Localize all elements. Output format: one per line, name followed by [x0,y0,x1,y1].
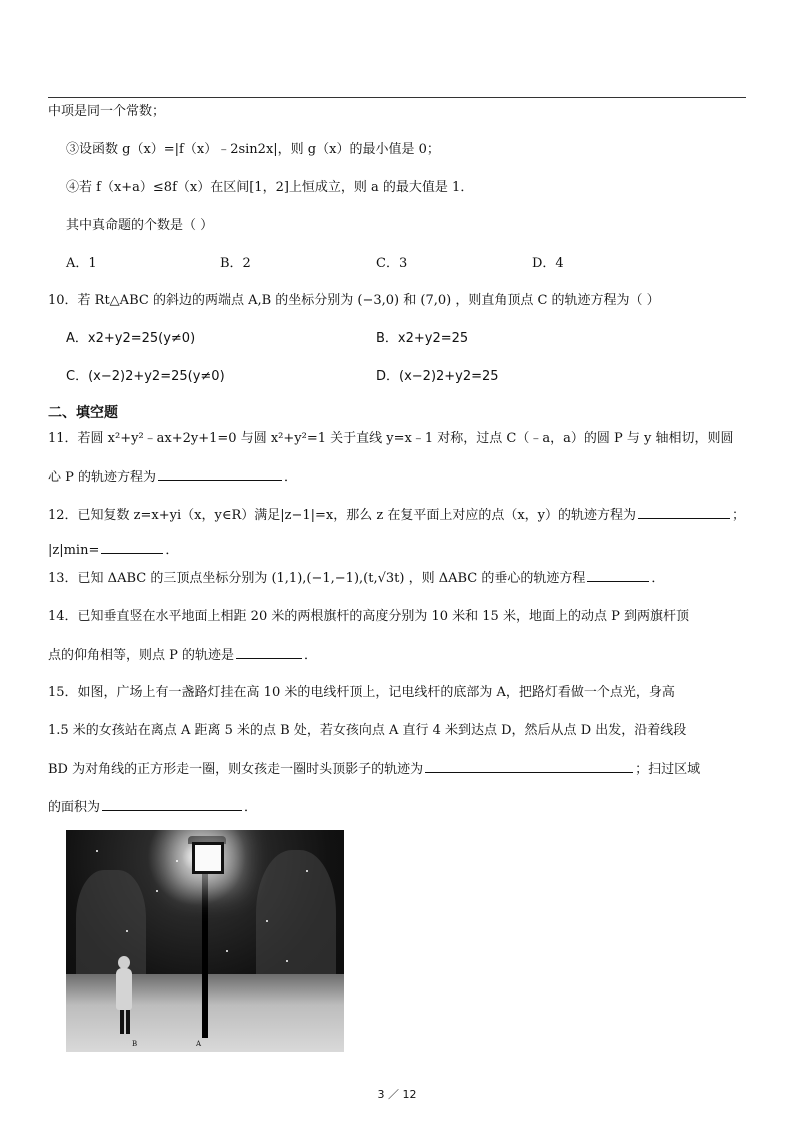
q12-end: ． [165,543,179,558]
q13-line [48,569,664,588]
snowflake [126,930,128,932]
q15-text: BD 为对角线的正方形走一圈，则女孩走一圈时头顶影子的轨迹为 [48,762,424,777]
q14-line-1: 14．已知垂直竖在水平地面上相距 20 米的两根旗杆的高度分别为 10 米和 15 米，地面上的动点 P 到两旗杆顶 [48,609,689,624]
q12-text-2: |z|min= [48,543,100,558]
figure-label-b: B [132,1040,138,1048]
snowflake [96,850,98,852]
tree-silhouette [76,870,146,990]
q13-end: ． [651,571,665,586]
q10-option-a: A．x2+y2=25(y≠0) [66,331,196,346]
q9-option-d: D．4 [532,256,564,271]
lamp-light [192,842,224,874]
q13-sqrt: √3 [377,571,395,586]
q9-option-b: B．2 [220,256,251,271]
q11-line-2 [48,468,297,487]
q14-line-2 [48,646,317,665]
q15-sep: ；扫过区域 [635,762,701,777]
q9-item-3: ③设函数 g（x）=|f（x）﹣2sin2x|，则 g（x）的最小值是 0； [66,142,440,157]
snowflake [226,950,228,952]
lamp-pole [202,866,208,1038]
q12-answer-blank-1[interactable] [638,506,730,519]
q15-line-2: 1.5 米的女孩站在离点 A 距离 5 米的点 B 处，若女孩向点 A 直行 4 米到达点 D，然后从点 D 出发，沿着线段 [48,723,687,738]
snowflake [266,920,268,922]
tree-silhouette [256,850,336,990]
snowflake [306,870,308,872]
q9-continuation: 中项是同一个常数； [48,104,166,119]
q9-question: 其中真命题的个数是（ ） [66,218,214,233]
q13-answer-blank[interactable] [587,569,649,582]
q15-text-2: 的面积为 [48,800,101,815]
q14-text: 点的仰角相等，则点 P 的轨迹是 [48,648,235,663]
q11-answer-blank[interactable] [158,468,282,481]
q10-option-d: D．(x−2)2+y2=25 [376,369,499,384]
figure-label-a: A [196,1040,202,1048]
girl-leg [126,1010,130,1034]
q14-end: ． [304,648,318,663]
section-title-fill-in: 二、填空题 [48,405,118,421]
q15-line-4 [48,798,257,817]
q9-item-4: ④若 f（x+a）≤8f（x）在区间[1，2]上恒成立，则 a 的最大值是 1． [66,180,474,195]
q12-line-2 [48,541,178,560]
page-number: 3 ／ 12 [377,1088,417,1101]
q12-text: 12．已知复数 z=x+yi（x，y∈R）满足|z−1|=x，那么 z 在复平面上对应的点（x，y）的轨迹方程为 [48,508,637,523]
street-lamp-photo [66,830,344,1052]
q15-answer-blank-1[interactable] [425,760,633,773]
q12-answer-blank-2[interactable] [101,541,163,554]
q10-option-c: C．(x−2)2+y2=25(y≠0) [66,369,225,384]
header-rule [48,97,746,98]
q15-answer-blank-2[interactable] [102,798,242,811]
girl-leg [120,1010,124,1034]
q15-line-1: 15．如图，广场上有一盏路灯挂在高 10 米的电线杆顶上，记电线杆的底部为 A，把路灯看做一个点光，身高 [48,685,675,700]
girl-body [116,968,132,1010]
q9-option-a: A．1 [66,256,97,271]
q10-stem: 10．若 Rt△ABC 的斜边的两端点 A,B 的坐标分别为 (−3,0) 和 (7,0) ，则直角顶点 C 的轨迹方程为（ ） [48,293,660,308]
q12-sep: ； [732,508,746,523]
snowflake [286,960,288,962]
q12-line-1 [48,506,745,525]
snowflake [176,860,178,862]
q15-line-3 [48,760,700,779]
q11-text: 心 P 的轨迹方程为 [48,470,157,485]
q13-text-b: t) ，则 ΔABC 的垂心的轨迹方程 [394,571,586,586]
snowflake [156,890,158,892]
q13-text-a: 13．已知 ΔABC 的三顶点坐标分别为 (1,1),(−1,−1),(t, [48,571,378,586]
q14-answer-blank[interactable] [236,646,302,659]
q9-option-c: C．3 [376,256,408,271]
q11-end: ． [284,470,298,485]
q15-end: ． [244,800,258,815]
q10-option-b: B．x2+y2=25 [376,331,469,346]
q11-line-1: 11．若圆 x²+y²﹣ax+2y+1=0 与圆 x²+y²=1 关于直线 y=x﹣1 对称，过点 C（﹣a，a）的圆 P 与 y 轴相切，则圆 [48,431,734,446]
